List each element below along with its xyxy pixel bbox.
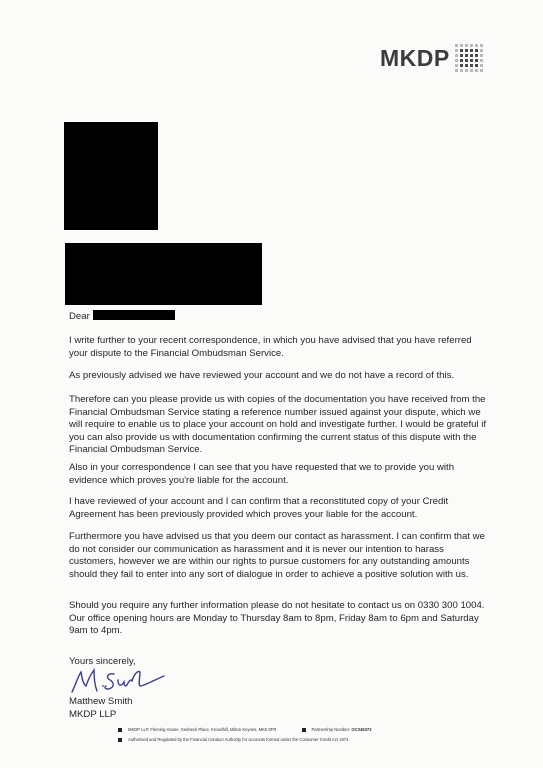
footer-partnership-label: Partnership Number: [311,727,351,732]
company-logo [380,44,483,72]
handwritten-signature [68,664,178,698]
redacted-recipient-name [93,310,175,320]
paragraph-5: I have reviewed of your account and I can confirm that a reconstituted copy of your Credit Agreement has been previously provided which proves your liable for the account. [69,496,449,520]
signatory-name: Matthew Smith [69,696,133,707]
paragraph-2: As previously advised we have reviewed your account and we do not have a record of this. [69,370,455,381]
paragraph-1: I write further to your recent correspondence, in which you have advised that you have referred your dispute to the Financial Ombudsman Service. [69,335,472,359]
salutation: Dear [69,310,489,324]
footer-address: MKDP LLP, Fleming House, Seebeck Place, Knowlhill, Milton Keynes, MK5 8FR [128,727,277,732]
redacted-address [65,243,262,305]
paragraph-4: Also in your correspondence I can see that you have requested that we to provide you with evidence which proves you're liable for the account. [69,462,455,486]
logo-text: MKDP [380,44,450,71]
paragraph-3: Therefore can you please provide us with copies of the documentation you have received from the Financial Ombudsman Service stating a reference number issued against your dispute, which we will require to enable us to place your account on hold and investigate further. I would be grateful if you can also provide us with documentation confirming the current status of this dispute with the Financial Ombudsman Service. [69,394,487,456]
paragraph-7: Should you require any further information please do not hesitate to contact us on 0330 300 1004. Our office opening hours are Monday to Thursday 8am to 8pm, Friday 8am to 6pm and Saturday 9am to 4pm. [69,600,485,637]
redacted-block [64,122,158,230]
footer-authorisation-line [118,737,348,742]
logo-dot-grid-icon [455,44,483,72]
paragraph-6: Furthermore you have advised us that you deem our contact as harassment. I can confirm that we do not consider our communication as harassment and it is never our intention to harass customers, however we are within our rights to pursue customers for any outstanding amounts should they fail to enter into any sort of dialogue in order to achieve a positive solution with us. [69,531,485,580]
bullet-square-icon [302,728,306,732]
signatory-company: MKDP LLP [69,709,117,720]
bullet-square-icon [118,738,122,742]
footer-authorisation: Authorised and Regulated by the Financial Conduct Authority for accounts formed under the Consumer Credit Act 1974 [128,737,349,742]
closing: Yours sincerely, [69,656,136,667]
footer-address-line [118,727,372,732]
footer-partnership-number: OC349372 [351,727,372,732]
bullet-square-icon [118,728,122,732]
